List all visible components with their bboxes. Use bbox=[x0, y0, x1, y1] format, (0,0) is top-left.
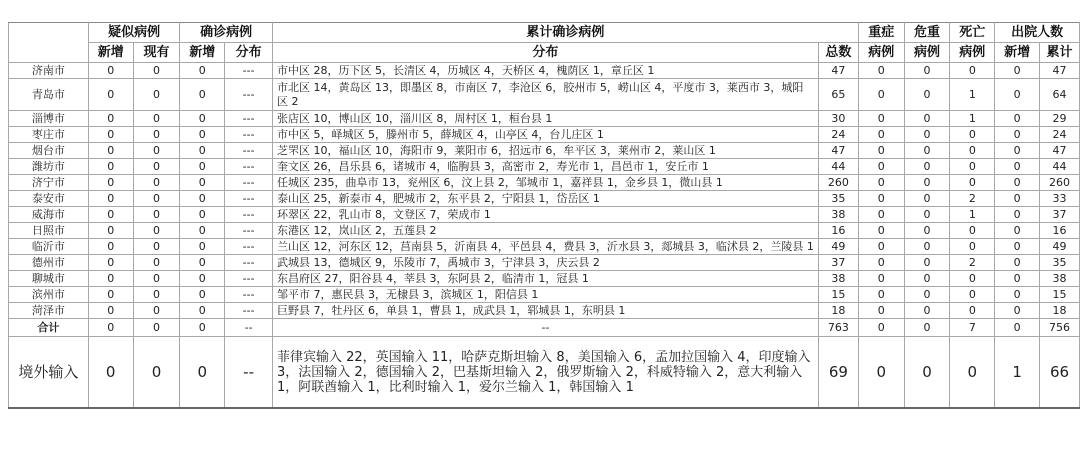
cumulative-total: 35 bbox=[818, 191, 858, 207]
cumulative-distribution: 张店区 10，博山区 10，淄川区 8，周村区 1，桓台县 1 bbox=[272, 111, 818, 127]
total-severe: 0 bbox=[858, 319, 904, 337]
total-row bbox=[9, 319, 1080, 337]
suspected-current: 0 bbox=[133, 207, 180, 223]
confirmed-new: 0 bbox=[180, 239, 225, 255]
death-cases: 2 bbox=[950, 255, 995, 271]
critical-cases: 0 bbox=[904, 287, 950, 303]
cumulative-distribution: 泰山区 25，新泰市 4，肥城市 2，东平县 2，宁阳县 1，岱岳区 1 bbox=[272, 191, 818, 207]
discharged-new: 0 bbox=[995, 255, 1040, 271]
death-cases: 0 bbox=[950, 143, 995, 159]
confirmed-new: 0 bbox=[180, 207, 225, 223]
severe-cases: 0 bbox=[858, 271, 904, 287]
discharged-new: 0 bbox=[995, 207, 1040, 223]
header-row-2 bbox=[9, 43, 1080, 63]
critical-cases: 0 bbox=[904, 303, 950, 319]
confirmed-distribution: --- bbox=[225, 79, 273, 111]
confirmed-new: 0 bbox=[180, 287, 225, 303]
imported-suspected-new: 0 bbox=[88, 337, 133, 409]
discharged-new: 0 bbox=[995, 223, 1040, 239]
suspected-new: 0 bbox=[88, 255, 133, 271]
case-table-container bbox=[8, 22, 1080, 409]
confirmed-distribution: --- bbox=[225, 191, 273, 207]
suspected-current: 0 bbox=[133, 287, 180, 303]
discharged-cumulative: 49 bbox=[1040, 239, 1080, 255]
discharged-cumulative: 24 bbox=[1040, 127, 1080, 143]
suspected-current: 0 bbox=[133, 127, 180, 143]
city-name: 德州市 bbox=[9, 255, 89, 271]
discharged-cumulative: 15 bbox=[1040, 287, 1080, 303]
critical-cases: 0 bbox=[904, 111, 950, 127]
death-cases: 1 bbox=[950, 111, 995, 127]
suspected-current: 0 bbox=[133, 223, 180, 239]
discharged-cumulative: 37 bbox=[1040, 207, 1080, 223]
table-row bbox=[9, 207, 1080, 223]
header-discharged: 出院人数 bbox=[995, 23, 1080, 43]
city-name: 烟台市 bbox=[9, 143, 89, 159]
severe-cases: 0 bbox=[858, 223, 904, 239]
header-confirmed: 确诊病例 bbox=[180, 23, 273, 43]
severe-cases: 0 bbox=[858, 287, 904, 303]
confirmed-new: 0 bbox=[180, 111, 225, 127]
header-suspected-new: 新增 bbox=[88, 43, 133, 63]
header-cumulative: 累计确诊病例 bbox=[272, 23, 858, 43]
death-cases: 0 bbox=[950, 287, 995, 303]
city-name: 聊城市 bbox=[9, 271, 89, 287]
suspected-current: 0 bbox=[133, 79, 180, 111]
confirmed-distribution: --- bbox=[225, 127, 273, 143]
severe-cases: 0 bbox=[858, 143, 904, 159]
suspected-current: 0 bbox=[133, 159, 180, 175]
total-confirmed-new: 0 bbox=[180, 319, 225, 337]
header-confirmed-new: 新增 bbox=[180, 43, 225, 63]
severe-cases: 0 bbox=[858, 303, 904, 319]
severe-cases: 0 bbox=[858, 79, 904, 111]
discharged-new: 0 bbox=[995, 287, 1040, 303]
suspected-current: 0 bbox=[133, 255, 180, 271]
confirmed-distribution: --- bbox=[225, 239, 273, 255]
discharged-new: 0 bbox=[995, 127, 1040, 143]
discharged-cumulative: 44 bbox=[1040, 159, 1080, 175]
cumulative-distribution: 任城区 235，曲阜市 13，兖州区 6，汶上县 2，邹城市 1，嘉祥县 1，金乡县 1，微山县 1 bbox=[272, 175, 818, 191]
city-name: 威海市 bbox=[9, 207, 89, 223]
confirmed-new: 0 bbox=[180, 191, 225, 207]
discharged-cumulative: 64 bbox=[1040, 79, 1080, 111]
critical-cases: 0 bbox=[904, 207, 950, 223]
header-suspected: 疑似病例 bbox=[88, 23, 180, 43]
header-discharged-cumulative: 累计 bbox=[1040, 43, 1080, 63]
city-name: 济南市 bbox=[9, 63, 89, 79]
table-row bbox=[9, 287, 1080, 303]
discharged-cumulative: 47 bbox=[1040, 63, 1080, 79]
confirmed-new: 0 bbox=[180, 223, 225, 239]
imported-severe: 0 bbox=[858, 337, 904, 409]
cumulative-total: 47 bbox=[818, 143, 858, 159]
discharged-cumulative: 38 bbox=[1040, 271, 1080, 287]
suspected-current: 0 bbox=[133, 63, 180, 79]
severe-cases: 0 bbox=[858, 175, 904, 191]
discharged-cumulative: 33 bbox=[1040, 191, 1080, 207]
total-suspected-current: 0 bbox=[133, 319, 180, 337]
cumulative-total: 38 bbox=[818, 207, 858, 223]
header-severe: 重症 bbox=[858, 23, 904, 43]
suspected-new: 0 bbox=[88, 191, 133, 207]
table-row bbox=[9, 143, 1080, 159]
critical-cases: 0 bbox=[904, 143, 950, 159]
confirmed-distribution: --- bbox=[225, 63, 273, 79]
confirmed-distribution: --- bbox=[225, 159, 273, 175]
discharged-cumulative: 35 bbox=[1040, 255, 1080, 271]
city-name: 滨州市 bbox=[9, 287, 89, 303]
death-cases: 0 bbox=[950, 63, 995, 79]
severe-cases: 0 bbox=[858, 111, 904, 127]
suspected-current: 0 bbox=[133, 303, 180, 319]
confirmed-new: 0 bbox=[180, 255, 225, 271]
suspected-current: 0 bbox=[133, 271, 180, 287]
discharged-cumulative: 18 bbox=[1040, 303, 1080, 319]
discharged-new: 0 bbox=[995, 303, 1040, 319]
critical-cases: 0 bbox=[904, 79, 950, 111]
critical-cases: 0 bbox=[904, 191, 950, 207]
imported-confirmed-new: 0 bbox=[180, 337, 225, 409]
table-row bbox=[9, 79, 1080, 111]
cumulative-total: 38 bbox=[818, 271, 858, 287]
severe-cases: 0 bbox=[858, 207, 904, 223]
suspected-current: 0 bbox=[133, 143, 180, 159]
cumulative-distribution: 市中区 28，历下区 5，长清区 4，历城区 4，天桥区 4，槐荫区 1，章丘区 1 bbox=[272, 63, 818, 79]
imported-confirmed-distribution: -- bbox=[225, 337, 273, 409]
confirmed-new: 0 bbox=[180, 143, 225, 159]
severe-cases: 0 bbox=[858, 127, 904, 143]
table-row bbox=[9, 111, 1080, 127]
header-total: 总数 bbox=[818, 43, 858, 63]
cumulative-total: 44 bbox=[818, 159, 858, 175]
confirmed-distribution: --- bbox=[225, 223, 273, 239]
confirmed-distribution: --- bbox=[225, 175, 273, 191]
critical-cases: 0 bbox=[904, 239, 950, 255]
suspected-new: 0 bbox=[88, 79, 133, 111]
total-discharged-new: 0 bbox=[995, 319, 1040, 337]
death-cases: 0 bbox=[950, 159, 995, 175]
death-cases: 0 bbox=[950, 239, 995, 255]
cumulative-total: 65 bbox=[818, 79, 858, 111]
suspected-new: 0 bbox=[88, 207, 133, 223]
confirmed-new: 0 bbox=[180, 159, 225, 175]
discharged-cumulative: 29 bbox=[1040, 111, 1080, 127]
discharged-new: 0 bbox=[995, 239, 1040, 255]
confirmed-distribution: --- bbox=[225, 287, 273, 303]
critical-cases: 0 bbox=[904, 159, 950, 175]
confirmed-distribution: --- bbox=[225, 255, 273, 271]
discharged-new: 0 bbox=[995, 63, 1040, 79]
suspected-new: 0 bbox=[88, 143, 133, 159]
table-row bbox=[9, 303, 1080, 319]
discharged-new: 0 bbox=[995, 143, 1040, 159]
death-cases: 0 bbox=[950, 223, 995, 239]
suspected-current: 0 bbox=[133, 175, 180, 191]
confirmed-distribution: --- bbox=[225, 303, 273, 319]
suspected-new: 0 bbox=[88, 223, 133, 239]
suspected-new: 0 bbox=[88, 175, 133, 191]
suspected-current: 0 bbox=[133, 191, 180, 207]
critical-cases: 0 bbox=[904, 63, 950, 79]
severe-cases: 0 bbox=[858, 255, 904, 271]
table-row bbox=[9, 255, 1080, 271]
table-row bbox=[9, 63, 1080, 79]
total-cumulative-total: 763 bbox=[818, 319, 858, 337]
imported-critical: 0 bbox=[904, 337, 950, 409]
imported-total: 69 bbox=[818, 337, 858, 409]
confirmed-new: 0 bbox=[180, 175, 225, 191]
imported-suspected-current: 0 bbox=[133, 337, 180, 409]
suspected-new: 0 bbox=[88, 303, 133, 319]
table-row bbox=[9, 159, 1080, 175]
discharged-new: 0 bbox=[995, 79, 1040, 111]
total-suspected-new: 0 bbox=[88, 319, 133, 337]
critical-cases: 0 bbox=[904, 175, 950, 191]
confirmed-new: 0 bbox=[180, 303, 225, 319]
table-row bbox=[9, 191, 1080, 207]
city-name: 济宁市 bbox=[9, 175, 89, 191]
critical-cases: 0 bbox=[904, 271, 950, 287]
critical-cases: 0 bbox=[904, 127, 950, 143]
suspected-new: 0 bbox=[88, 239, 133, 255]
confirmed-distribution: --- bbox=[225, 207, 273, 223]
header-suspected-current: 现有 bbox=[133, 43, 180, 63]
imported-row bbox=[9, 337, 1080, 409]
death-cases: 0 bbox=[950, 303, 995, 319]
total-critical: 0 bbox=[904, 319, 950, 337]
city-name: 泰安市 bbox=[9, 191, 89, 207]
confirmed-new: 0 bbox=[180, 127, 225, 143]
severe-cases: 0 bbox=[858, 191, 904, 207]
suspected-new: 0 bbox=[88, 159, 133, 175]
imported-distribution: 菲律宾输入 22，英国输入 11，哈萨克斯坦输入 8，美国输入 6，孟加拉国输入 4，印度输入 3，法国输入 2，德国输入 2，巴基斯坦输入 2，俄罗斯输入 2，科威特输入 2，意大利输入 1，阿联酋输入 1，比利时输入 1，爱尔兰输入 1，韩国输入 1 bbox=[272, 337, 818, 409]
suspected-current: 0 bbox=[133, 239, 180, 255]
discharged-new: 0 bbox=[995, 111, 1040, 127]
header-critical: 危重 bbox=[904, 23, 950, 43]
cumulative-total: 15 bbox=[818, 287, 858, 303]
critical-cases: 0 bbox=[904, 255, 950, 271]
death-cases: 1 bbox=[950, 207, 995, 223]
city-name: 日照市 bbox=[9, 223, 89, 239]
severe-cases: 0 bbox=[858, 239, 904, 255]
suspected-new: 0 bbox=[88, 271, 133, 287]
discharged-cumulative: 47 bbox=[1040, 143, 1080, 159]
confirmed-new: 0 bbox=[180, 271, 225, 287]
severe-cases: 0 bbox=[858, 63, 904, 79]
discharged-cumulative: 260 bbox=[1040, 175, 1080, 191]
total-discharged-cumulative: 756 bbox=[1040, 319, 1080, 337]
cumulative-total: 18 bbox=[818, 303, 858, 319]
confirmed-distribution: --- bbox=[225, 111, 273, 127]
table-row bbox=[9, 127, 1080, 143]
severe-cases: 0 bbox=[858, 159, 904, 175]
total-confirmed-distribution: -- bbox=[225, 319, 273, 337]
cumulative-distribution: 巨野县 7，牡丹区 6，单县 1，曹县 1，成武县 1，郓城县 1，东明县 1 bbox=[272, 303, 818, 319]
death-cases: 2 bbox=[950, 191, 995, 207]
cumulative-total: 47 bbox=[818, 63, 858, 79]
header-critical-cases: 病例 bbox=[904, 43, 950, 63]
header-severe-cases: 病例 bbox=[858, 43, 904, 63]
cumulative-distribution: 东港区 12，岚山区 2，五莲县 2 bbox=[272, 223, 818, 239]
city-name: 潍坊市 bbox=[9, 159, 89, 175]
cumulative-total: 49 bbox=[818, 239, 858, 255]
cumulative-total: 24 bbox=[818, 127, 858, 143]
suspected-new: 0 bbox=[88, 63, 133, 79]
confirmed-distribution: --- bbox=[225, 271, 273, 287]
cumulative-distribution: 武城县 13，德城区 9，乐陵市 7，禹城市 3，宁津县 3，庆云县 2 bbox=[272, 255, 818, 271]
total-death: 7 bbox=[950, 319, 995, 337]
cumulative-total: 16 bbox=[818, 223, 858, 239]
total-cumulative-distribution: -- bbox=[272, 319, 818, 337]
imported-discharged-new: 1 bbox=[995, 337, 1040, 409]
cumulative-distribution: 东昌府区 27，阳谷县 4，莘县 3，东阿县 2，临清市 1，冠县 1 bbox=[272, 271, 818, 287]
discharged-new: 0 bbox=[995, 175, 1040, 191]
covid-case-table bbox=[8, 22, 1080, 409]
header-death-cases: 病例 bbox=[950, 43, 995, 63]
suspected-current: 0 bbox=[133, 111, 180, 127]
imported-discharged-cumulative: 66 bbox=[1040, 337, 1080, 409]
header-corner bbox=[9, 23, 89, 63]
city-name: 淄博市 bbox=[9, 111, 89, 127]
cumulative-distribution: 市北区 14，黄岛区 13，即墨区 8，市南区 7，李沧区 6，胶州市 5，崂山区 4，平度市 3，莱西市 3，城阳区 2 bbox=[272, 79, 818, 111]
cumulative-distribution: 兰山区 12，河东区 12，莒南县 5，沂南县 4，平邑县 4，费县 3，沂水县 3，郯城县 3，临沭县 2，兰陵县 1 bbox=[272, 239, 818, 255]
discharged-cumulative: 16 bbox=[1040, 223, 1080, 239]
total-label: 合计 bbox=[9, 319, 89, 337]
discharged-new: 0 bbox=[995, 159, 1040, 175]
death-cases: 1 bbox=[950, 79, 995, 111]
header-death: 死亡 bbox=[950, 23, 995, 43]
cumulative-distribution: 奎文区 26，昌乐县 6，诸城市 4，临朐县 3，高密市 2，寿光市 1，昌邑市 1，安丘市 1 bbox=[272, 159, 818, 175]
discharged-new: 0 bbox=[995, 271, 1040, 287]
cumulative-total: 260 bbox=[818, 175, 858, 191]
header-discharged-new: 新增 bbox=[995, 43, 1040, 63]
imported-label: 境外输入 bbox=[9, 337, 89, 409]
critical-cases: 0 bbox=[904, 223, 950, 239]
imported-death: 0 bbox=[950, 337, 995, 409]
table-row bbox=[9, 239, 1080, 255]
table-row bbox=[9, 175, 1080, 191]
cumulative-total: 37 bbox=[818, 255, 858, 271]
cumulative-distribution: 邹平市 7，惠民县 3，无棣县 3，滨城区 1，阳信县 1 bbox=[272, 287, 818, 303]
table-row bbox=[9, 223, 1080, 239]
suspected-new: 0 bbox=[88, 127, 133, 143]
header-confirmed-distribution: 分布 bbox=[225, 43, 273, 63]
city-name: 临沂市 bbox=[9, 239, 89, 255]
header-cumulative-distribution: 分布 bbox=[272, 43, 818, 63]
city-name: 菏泽市 bbox=[9, 303, 89, 319]
suspected-new: 0 bbox=[88, 287, 133, 303]
death-cases: 0 bbox=[950, 271, 995, 287]
death-cases: 0 bbox=[950, 127, 995, 143]
confirmed-distribution: --- bbox=[225, 143, 273, 159]
cumulative-distribution: 芝罘区 10，福山区 10，海阳市 9，莱阳市 6，招远市 6，牟平区 3，莱州市 2，莱山区 1 bbox=[272, 143, 818, 159]
cumulative-distribution: 市中区 5，峄城区 5，滕州市 5，薛城区 4，山亭区 4，台儿庄区 1 bbox=[272, 127, 818, 143]
suspected-new: 0 bbox=[88, 111, 133, 127]
city-name: 青岛市 bbox=[9, 79, 89, 111]
cumulative-total: 30 bbox=[818, 111, 858, 127]
header-row-1 bbox=[9, 23, 1080, 43]
city-name: 枣庄市 bbox=[9, 127, 89, 143]
confirmed-new: 0 bbox=[180, 79, 225, 111]
discharged-new: 0 bbox=[995, 191, 1040, 207]
death-cases: 0 bbox=[950, 175, 995, 191]
confirmed-new: 0 bbox=[180, 63, 225, 79]
table-row bbox=[9, 271, 1080, 287]
cumulative-distribution: 环翠区 22，乳山市 8，文登区 7，荣成市 1 bbox=[272, 207, 818, 223]
